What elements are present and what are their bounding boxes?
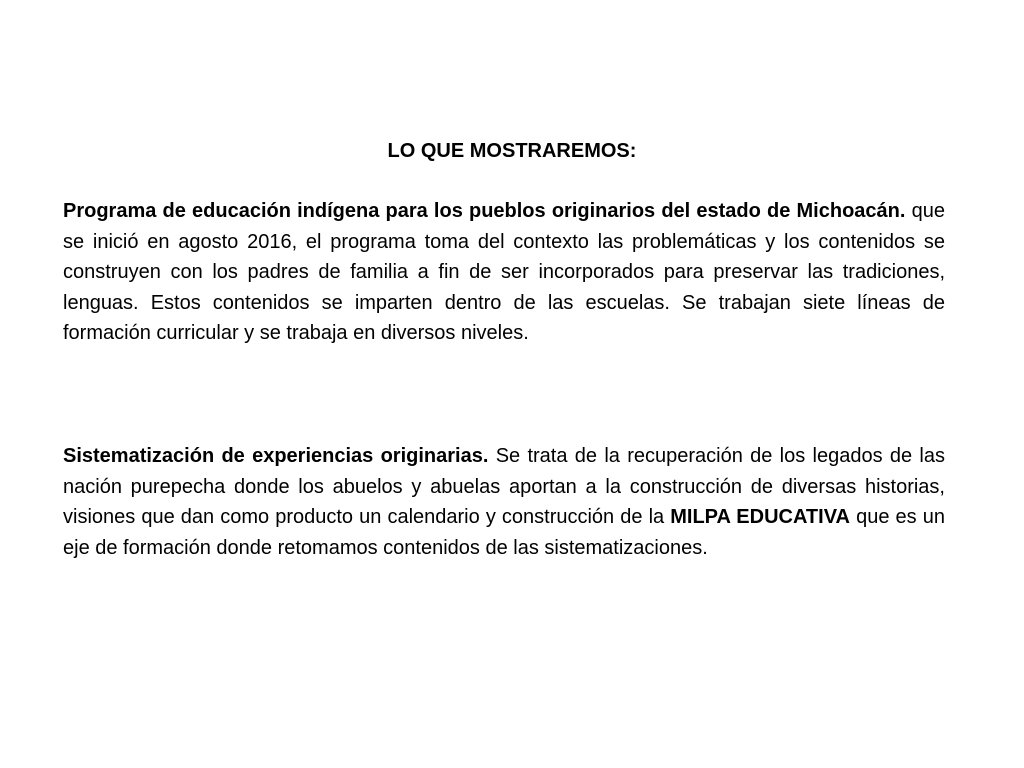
paragraph-education-program-lead: Programa de educación indígena para los pueblos originarios del estado de Michoacán. xyxy=(63,200,906,222)
paragraph-systematization-body-before: Se trata de la recuperación de los legados de las nación purepecha donde los abuelos y abuelas aportan a la construcción de diversas historias, visiones que dan como producto un calendario y construcción de la xyxy=(63,445,945,529)
slide-title: LO QUE MOSTRAREMOS: xyxy=(387,140,637,162)
paragraph-systematization xyxy=(63,441,945,563)
paragraph-systematization-body-after: que es un eje de formación donde retomamos contenidos de las sistematizaciones. xyxy=(63,506,945,559)
paragraph-education-program-body: que se inició en agosto 2016, el programa toma del contexto las problemáticas y los contenidos se construyen con los padres de familia a fin de ser incorporados para preservar las tradiciones, lenguas. Estos contenidos se imparten dentro de las escuelas. Se trabajan siete líneas de formación curricular y se trabaja en diversos niveles. xyxy=(63,200,945,345)
milpa-educativa-emphasis: MILPA EDUCATIVA xyxy=(670,506,851,529)
paragraph-systematization-lead: Sistematización de experiencias originarias. xyxy=(63,445,489,467)
paragraph-education-program xyxy=(63,196,945,349)
